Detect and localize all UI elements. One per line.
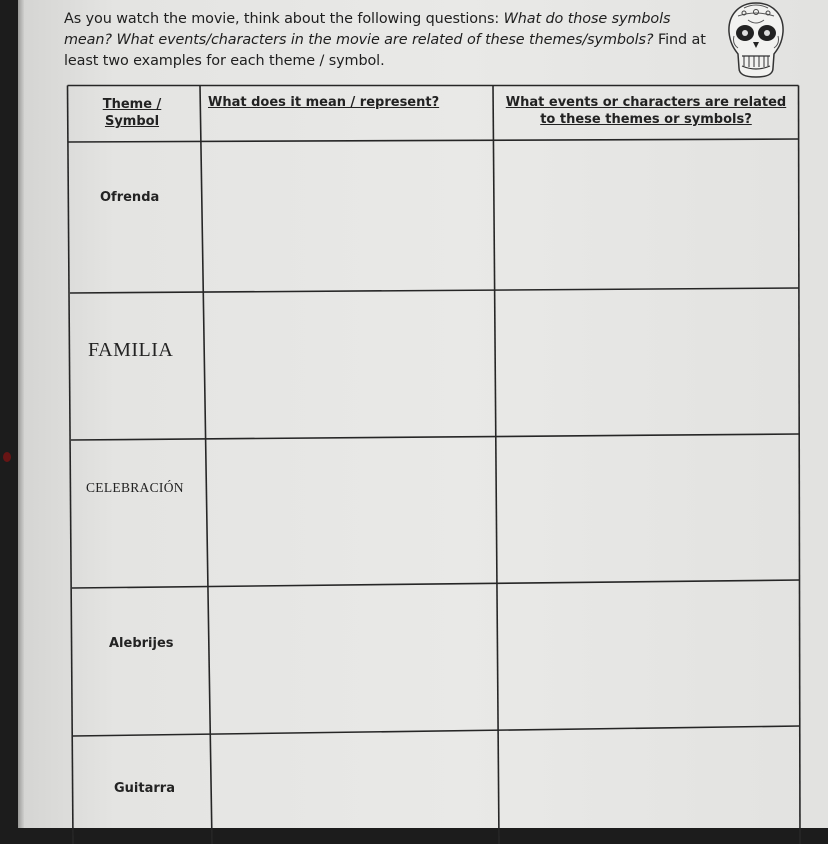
themes-table — [66, 84, 802, 844]
header-meaning: What does it mean / represent? — [208, 95, 440, 110]
question-1: What do those symbols mean? — [64, 11, 671, 48]
instructions-part1: As you watch the movie, think about the following questions: — [64, 11, 504, 27]
paper-edge — [18, 0, 24, 828]
row-label-celebracion: CELEBRACIÓN — [86, 480, 184, 495]
header-events: What events or characters are related to these themes or symbols? — [505, 95, 787, 127]
table-grid — [66, 84, 802, 844]
red-dot — [3, 452, 11, 462]
row-label-familia: FAMILIA — [88, 339, 174, 361]
row-label-guitarra: Guitarra — [114, 781, 175, 796]
row-label-alebrijes: Alebrijes — [109, 636, 174, 651]
sugar-skull-icon — [724, 0, 788, 80]
instructions — [64, 9, 714, 72]
question-2: What events/characters in the movie are related of these themes/symbols? — [116, 32, 654, 48]
instructions-part3: Find at least two examples for each theme / symbol. — [64, 32, 706, 69]
row-label-ofrenda: Ofrenda — [100, 190, 160, 205]
header-theme-symbol: Theme / Symbol — [102, 97, 162, 129]
